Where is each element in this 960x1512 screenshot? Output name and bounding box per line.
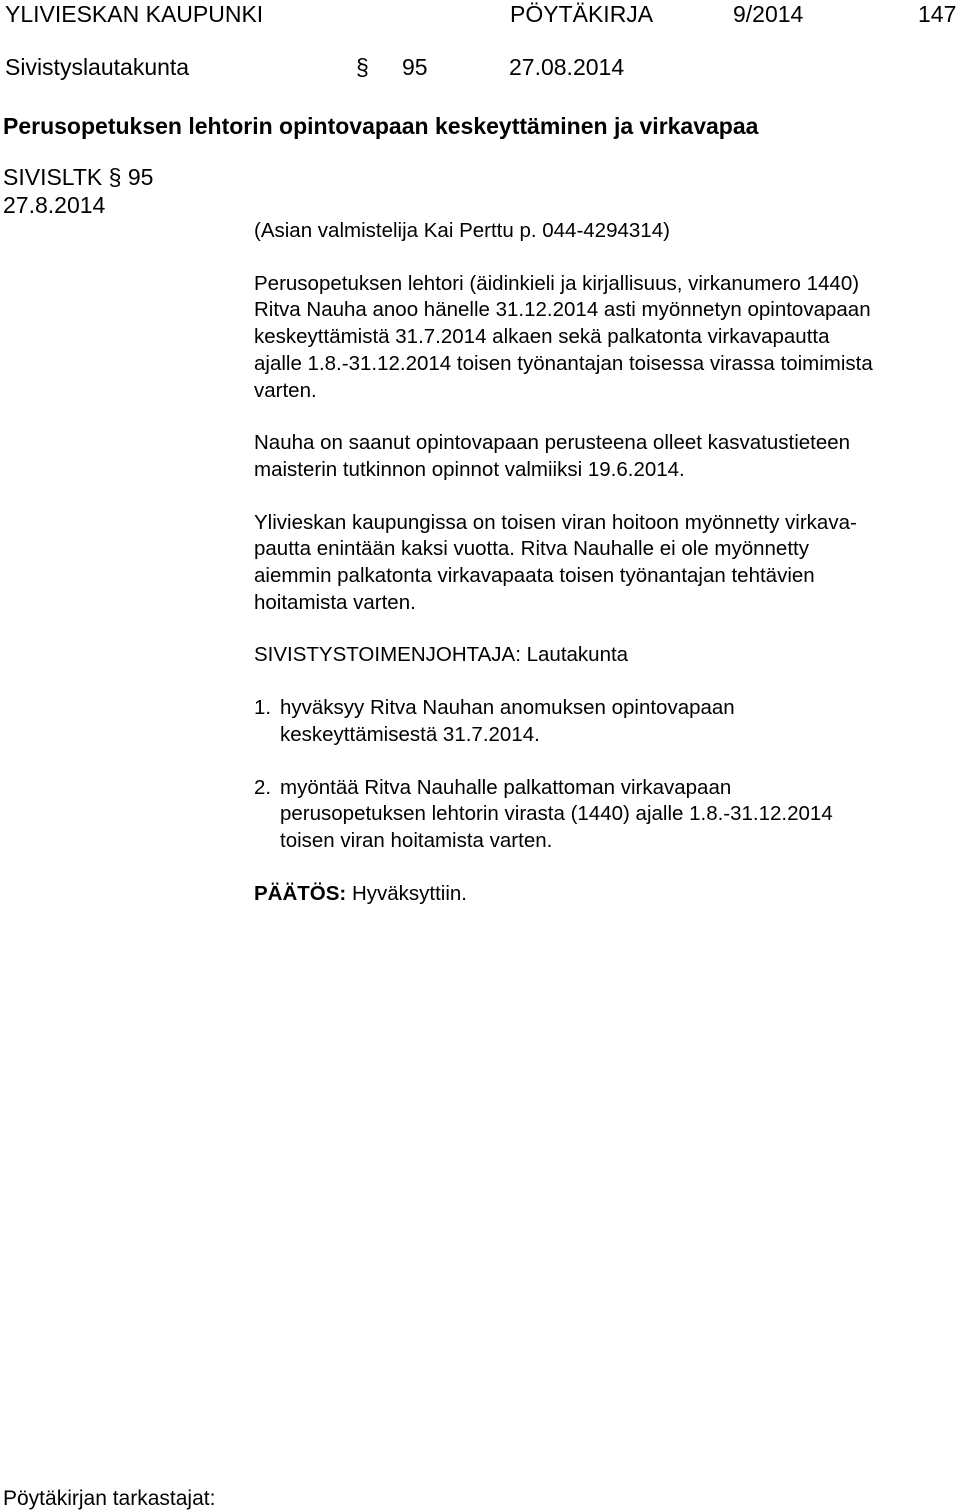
side-section-symbol: § (108, 164, 122, 190)
reviewers-label: Pöytäkirjan tarkastajat: (3, 1487, 216, 1510)
proposal-item-2 (254, 775, 960, 855)
text-line: ajalle 1.8.-31.12.2014 toisen työnantajan toisessa virassa toimimista (254, 351, 873, 375)
decision-label: PÄÄTÖS: (254, 881, 347, 905)
side-number: 95 (127, 164, 154, 190)
section-symbol: § (356, 54, 369, 80)
text-line: Ylivieskan kaupungissa on toisen viran hoitoon myönnetty virkava- (254, 510, 857, 534)
proposal-text: Lautakunta (526, 643, 629, 667)
board-name: Sivistyslautakunta (5, 54, 190, 80)
document-type: PÖYTÄKIRJA (510, 1, 654, 27)
proposal-line (254, 642, 960, 669)
document-number: 9/2014 (733, 1, 804, 27)
item-number: 1. (254, 696, 272, 720)
organization-name: YLIVIESKAN KAUPUNKI (5, 1, 264, 27)
paragraph-application (254, 271, 960, 405)
text-line: Ritva Nauha anoo hänelle 31.12.2014 asti myönnetyn opintovapaan (254, 298, 871, 322)
item-number: 2. (254, 775, 272, 799)
text-line: myöntää Ritva Nauhalle palkattoman virkavapaan (280, 775, 732, 799)
proposal-label: SIVISTYSTOIMENJOHTAJA: (254, 643, 521, 667)
proposal-item-1 (254, 695, 960, 748)
document-body (254, 218, 960, 907)
text-line: keskeyttämisestä 31.7.2014. (280, 722, 540, 746)
preparer-line: (Asian valmistelija Kai Perttu p. 044-4294314) (254, 219, 670, 242)
text-line: aiemmin palkatonta virkavapaata toisen työnantajan tehtävien (254, 564, 815, 588)
text-line: keskeyttämistä 31.7.2014 alkaen sekä palkatonta virkavapautta (254, 325, 830, 349)
text-line: maisterin tutkinnon opinnot valmiiksi 19.6.2014. (254, 457, 685, 481)
text-line: hoitamista varten. (254, 590, 416, 614)
paragraph-studies (254, 430, 960, 483)
meeting-date: 27.08.2014 (509, 54, 625, 80)
side-reference (3, 164, 153, 191)
text-line: pautta enintään kaksi vuotta. Ritva Nauhalle ei ole myönnetty (254, 537, 809, 561)
text-line: Nauha on saanut opintovapaan perusteena olleet kasvatustieteen (254, 431, 851, 455)
text-line: varten. (254, 378, 317, 402)
text-line: toisen viran hoitamista varten. (280, 828, 553, 852)
paragraph-policy (254, 510, 960, 617)
document-title: Perusopetuksen lehtorin opintovapaan keskeyttäminen ja virkavapaa (3, 113, 759, 139)
page-number: 147 (918, 1, 957, 27)
text-line: perusopetuksen lehtorin virasta (1440) ajalle 1.8.-31.12.2014 (280, 802, 833, 826)
section-number: 95 (402, 54, 428, 80)
side-date: 27.8.2014 (3, 192, 106, 218)
text-line: Perusopetuksen lehtori (äidinkieli ja kirjallisuus, virkanumero 1440) (254, 271, 860, 295)
side-code: SIVISLTK (3, 164, 103, 190)
decision-line (254, 881, 960, 908)
text-line: hyväksyy Ritva Nauhan anomuksen opintovapaan (280, 696, 735, 720)
decision-text: Hyväksyttiin. (351, 881, 468, 905)
